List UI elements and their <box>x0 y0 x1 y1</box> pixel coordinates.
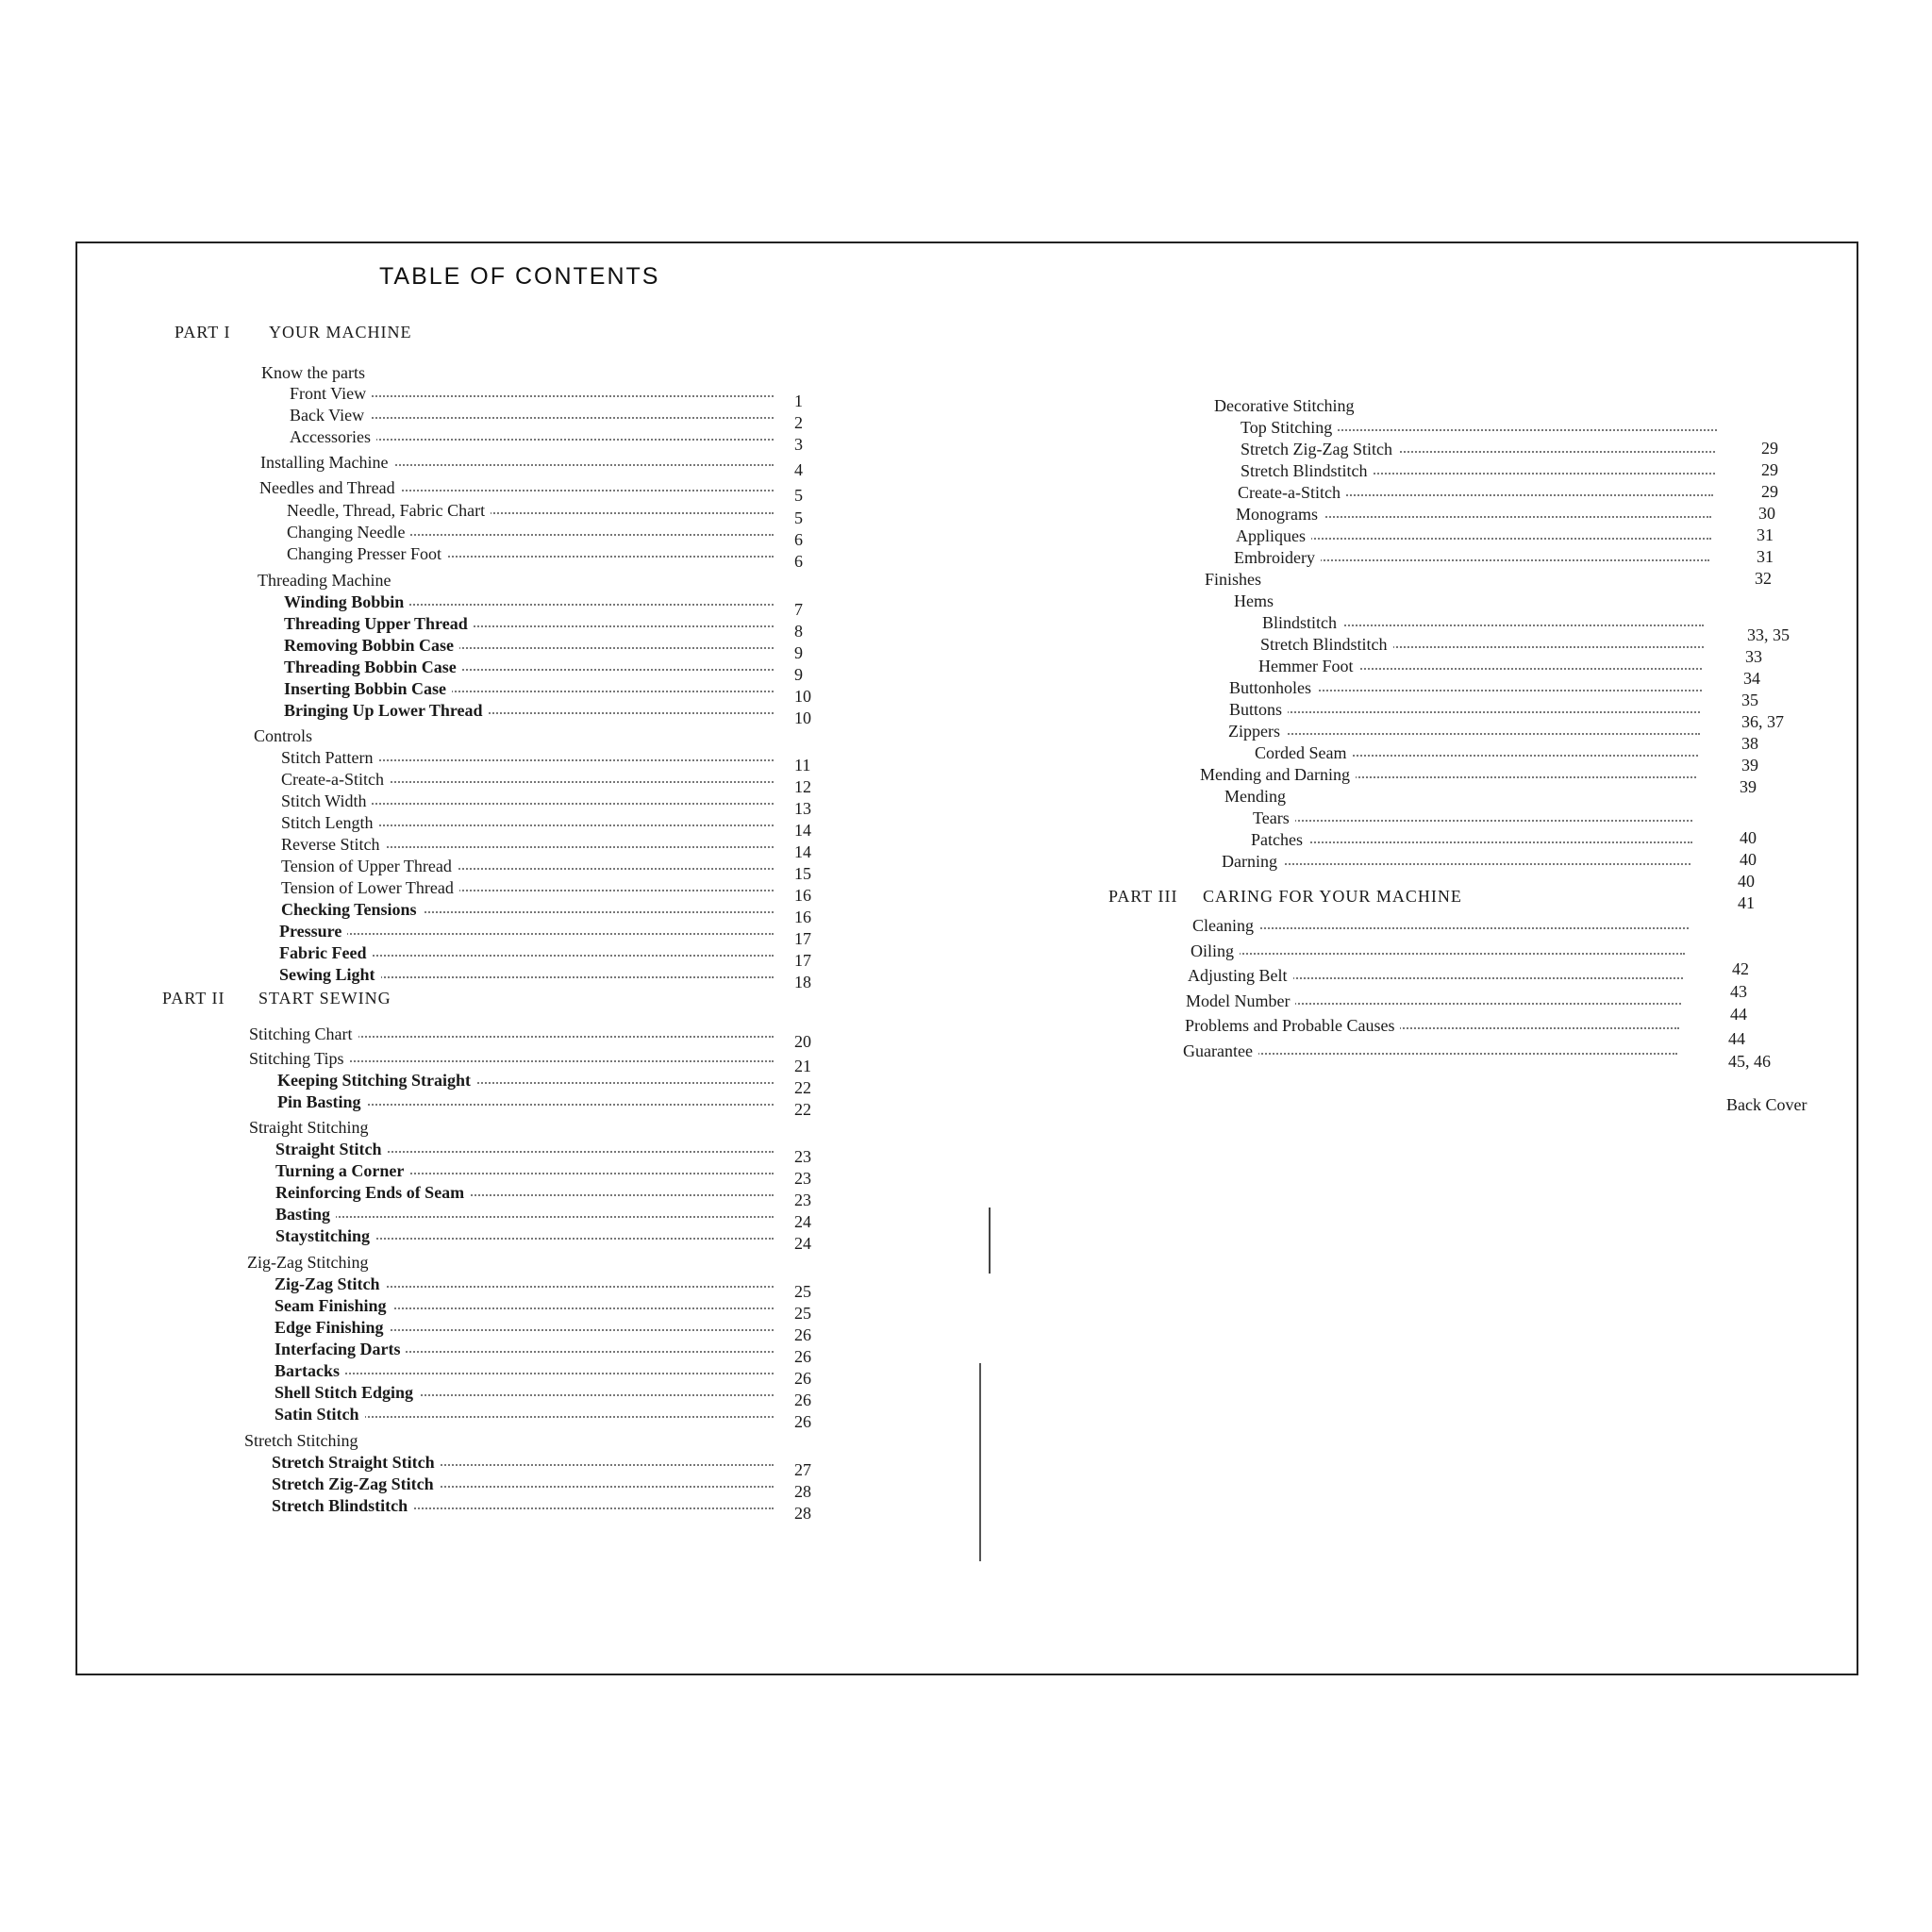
part-name: START SEWING <box>258 989 391 1008</box>
toc-entry-title: Straight Stitch <box>275 1139 388 1159</box>
toc-entry <box>275 1182 870 1209</box>
toc-page-number: 11 <box>794 756 811 774</box>
toc-page-number: 27 <box>794 1460 811 1479</box>
toc-page-number: 31 <box>1757 525 1774 544</box>
toc-entry-title: Stretch Stitching <box>244 1430 364 1451</box>
toc-entry <box>1214 395 1811 416</box>
toc-entry <box>1224 786 1811 807</box>
toc-entry-title: Hems <box>1234 591 1279 611</box>
toc-entry-title: Sewing Light <box>279 964 381 985</box>
toc-entry-title: Changing Needle <box>287 522 410 542</box>
toc-page-number: 39 <box>1740 777 1757 796</box>
toc-page-number: 26 <box>794 1347 811 1366</box>
toc-entry <box>287 500 870 527</box>
toc-entry <box>284 613 870 641</box>
toc-page-number: 1 <box>794 391 803 410</box>
toc-page-number: 43 <box>1730 982 1747 1001</box>
toc-entry <box>1205 569 1811 590</box>
toc-entry-title: Tension of Lower Thread <box>281 877 459 898</box>
toc-entry <box>287 522 870 549</box>
toc-entry-title: Satin Stitch <box>275 1404 365 1424</box>
toc-entry <box>272 1474 870 1501</box>
toc-entry-title: Hemmer Foot <box>1258 656 1359 676</box>
toc-entry <box>249 1048 870 1075</box>
toc-page-number: 26 <box>794 1325 811 1344</box>
toc-entry-title: Stitching Chart <box>249 1024 358 1044</box>
toc-entry <box>279 964 870 991</box>
toc-page-number: 26 <box>794 1412 811 1431</box>
toc-entry <box>1222 851 1813 891</box>
toc-entry <box>272 1452 870 1479</box>
toc-entry <box>279 921 870 948</box>
toc-page-number: 31 <box>1757 547 1774 566</box>
toc-entry <box>284 657 870 684</box>
toc-entry <box>275 1139 870 1166</box>
toc-entry-title: Know the parts <box>261 362 371 383</box>
toc-entry <box>1258 656 1819 688</box>
toc-entry <box>275 1204 870 1231</box>
toc-entry-title: Pressure <box>279 921 347 941</box>
toc-page-number: 14 <box>794 821 811 840</box>
toc-entry-title: Stretch Zig-Zag Stitch <box>272 1474 440 1494</box>
toc-entry <box>290 383 870 410</box>
toc-entry <box>275 1225 870 1253</box>
toc-entry-title: Checking Tensions <box>281 899 423 920</box>
toc-page-number: 7 <box>794 600 803 619</box>
dot-leader <box>1247 733 1700 735</box>
toc-entry-title: Staystitching <box>275 1225 375 1246</box>
toc-page-number: 29 <box>1761 460 1778 479</box>
toc-entry <box>1200 764 1815 796</box>
toc-page-number: 9 <box>794 665 803 684</box>
dot-leader <box>1272 820 1692 822</box>
toc-entry-title: Edge Finishing <box>275 1317 390 1338</box>
part-name: CARING FOR YOUR MACHINE <box>1203 887 1462 906</box>
toc-page-number: 8 <box>794 622 803 641</box>
toc-page-number: 5 <box>794 486 803 505</box>
toc-entry <box>1186 991 1806 1024</box>
toc-entry <box>290 405 870 432</box>
toc-entry <box>247 1252 870 1273</box>
dot-leader <box>308 439 774 441</box>
toc-page-number: 9 <box>794 643 803 662</box>
toc-page-number: 40 <box>1740 828 1757 847</box>
toc-entry <box>1185 1015 1804 1048</box>
toc-entry-title: Tears <box>1253 808 1295 828</box>
toc-entry <box>1255 742 1817 774</box>
toc-entry <box>1234 547 1830 588</box>
part-heading-3 <box>1108 887 1462 907</box>
toc-entry-title: Controls <box>254 725 318 746</box>
toc-page-number: 5 <box>794 508 803 527</box>
dot-leader <box>298 933 774 935</box>
toc-page-number: 10 <box>794 687 811 706</box>
toc-entry <box>261 362 870 383</box>
toc-page-number: 22 <box>794 1078 811 1097</box>
toc-entry <box>275 1339 870 1366</box>
toc-entry-title: Threading Bobbin Case <box>284 657 462 677</box>
toc-entry <box>275 1274 870 1301</box>
toc-page-number: 41 <box>1738 893 1755 912</box>
toc-page-number: 22 <box>794 1100 811 1119</box>
part-name: YOUR MACHINE <box>269 323 412 341</box>
toc-entry <box>1262 612 1823 644</box>
dot-leader <box>1209 953 1685 955</box>
part-heading-2 <box>162 989 391 1008</box>
dot-leader <box>293 1416 774 1418</box>
toc-entry-title: Interfacing Darts <box>275 1339 406 1359</box>
toc-entry-title: Turning a Corner <box>275 1160 409 1181</box>
toc-entry-title: Accessories <box>290 426 376 447</box>
toc-page-number: 44 <box>1730 1005 1747 1024</box>
toc-entry-title: Pin Basting <box>277 1091 367 1112</box>
toc-page-number: 29 <box>1761 482 1778 501</box>
toc-page-number: 25 <box>794 1304 811 1323</box>
toc-entry-title: Adjusting Belt <box>1188 965 1293 986</box>
toc-entry-title: Finishes <box>1205 569 1267 590</box>
dot-leader <box>294 1216 774 1218</box>
toc-page-number: 12 <box>794 777 811 796</box>
dot-leader <box>308 417 774 419</box>
toc-entry <box>249 1024 870 1051</box>
toc-page-number: 28 <box>794 1504 811 1523</box>
toc-entry-title: Zippers <box>1228 721 1286 741</box>
toc-entry-title: Seam Finishing <box>275 1295 392 1316</box>
toc-page-number: 4 <box>794 460 803 479</box>
toc-entry <box>281 769 870 796</box>
toc-entry-title: Bringing Up Lower Thread <box>284 700 489 721</box>
toc-page-number: 26 <box>794 1391 811 1409</box>
toc-entry <box>281 899 870 926</box>
toc-entry-title: Straight Stitching <box>249 1117 375 1138</box>
toc-entry <box>275 1295 870 1323</box>
toc-page-number: 24 <box>794 1234 811 1253</box>
center-fold-line <box>989 1208 991 1274</box>
toc-page-number: 24 <box>794 1212 811 1231</box>
toc-entry-title: Stitch Pattern <box>281 747 379 768</box>
toc-page-number: 2 <box>794 413 803 432</box>
toc-page-number: 36, 37 <box>1741 712 1784 731</box>
dot-leader <box>296 1104 774 1106</box>
toc-entry-title: Cleaning <box>1192 915 1259 936</box>
toc-page-number: 34 <box>1743 669 1760 688</box>
toc-entry <box>244 1430 870 1451</box>
toc-page-number: 35 <box>1741 691 1758 709</box>
toc-entry-title: Stretch Zig-Zag Stitch <box>1241 439 1398 459</box>
toc-page-number: 23 <box>794 1147 811 1166</box>
toc-entry-title: Zig-Zag Stitch <box>275 1274 386 1294</box>
part-heading-1 <box>175 323 412 342</box>
toc-entry-title: Model Number <box>1186 991 1295 1011</box>
toc-entry-title: Removing Bobbin Case <box>284 635 459 656</box>
dot-leader <box>1281 625 1704 626</box>
toc-page-number: 14 <box>794 842 811 861</box>
dot-leader <box>1253 559 1709 561</box>
dot-leader <box>308 395 774 397</box>
toc-entry-title: Oiling <box>1191 941 1240 961</box>
toc-entry-title: Stitching Tips <box>249 1048 350 1069</box>
toc-entry-title: Keeping Stitching Straight <box>277 1070 476 1091</box>
toc-page-number: 17 <box>794 929 811 948</box>
toc-entry <box>275 1317 870 1344</box>
toc-entry <box>281 747 870 774</box>
toc-entry-title: Fabric Feed <box>279 942 372 963</box>
toc-entry-title: Stretch Straight Stitch <box>272 1452 441 1473</box>
toc-page-number: 10 <box>794 708 811 727</box>
dot-leader <box>1241 863 1690 865</box>
toc-entry-title: Mending and Darning <box>1200 764 1356 785</box>
dot-leader <box>293 1373 774 1374</box>
toc-entry <box>284 678 870 706</box>
part-number: PART II <box>162 989 225 1008</box>
toc-entry-title: Monograms <box>1236 504 1324 525</box>
toc-page-number: 6 <box>794 530 803 549</box>
toc-page-number: 28 <box>794 1482 811 1501</box>
toc-page-number: 18 <box>794 973 811 991</box>
toc-page-number: 39 <box>1741 756 1758 774</box>
toc-entry-title: Embroidery <box>1234 547 1321 568</box>
toc-entry <box>1229 677 1817 709</box>
center-fold-line-lower <box>979 1363 981 1561</box>
dot-leader <box>1255 538 1711 540</box>
toc-entry-title: Threading Machine <box>258 570 396 591</box>
toc-page-number: 45, 46 <box>1728 1052 1771 1071</box>
dot-leader <box>1202 1053 1677 1055</box>
toc-entry-title: Blindstitch <box>1262 612 1342 633</box>
toc-entry-title: Tension of Upper Thread <box>281 856 458 876</box>
toc-page-number: 20 <box>794 1032 811 1051</box>
toc-page-number: 33 <box>1745 647 1762 666</box>
toc-page-number: 15 <box>794 864 811 883</box>
toc-entry <box>290 426 870 454</box>
toc-page-number: 17 <box>794 951 811 970</box>
toc-page-number: 29 <box>1761 439 1778 458</box>
toc-entry-title: Changing Presser Foot <box>287 543 447 564</box>
toc-entry <box>259 477 870 505</box>
toc-entry-title: Needle, Thread, Fabric Chart <box>287 500 491 521</box>
part-number: PART III <box>1108 887 1178 906</box>
toc-entry-title: Stretch Blindstitch <box>1241 460 1374 481</box>
toc-entry <box>260 452 870 479</box>
toc-entry-title: Top Stitching <box>1241 417 1338 438</box>
toc-page-number: 42 <box>1732 959 1749 978</box>
toc-page-number: 23 <box>794 1169 811 1188</box>
toc-entry-title: Buttonholes <box>1229 677 1317 698</box>
toc-entry <box>275 1360 870 1388</box>
toc-entry-title: Reinforcing Ends of Seam <box>275 1182 470 1203</box>
toc-entry-title: Buttons <box>1229 699 1288 720</box>
toc-page-number: 23 <box>794 1191 811 1209</box>
toc-page-number: 25 <box>794 1282 811 1301</box>
toc-entry-title: Needles and Thread <box>259 477 401 498</box>
toc-entry <box>277 1091 870 1119</box>
page-title: TABLE OF CONTENTS <box>379 263 660 290</box>
toc-entry <box>284 700 870 727</box>
toc-entry-title: Bartacks <box>275 1360 345 1381</box>
toc-entry-title: Stretch Blindstitch <box>1260 634 1393 655</box>
toc-entry <box>281 834 870 861</box>
toc-entry-title: Inserting Bobbin Case <box>284 678 452 699</box>
toc-entry-title: Stitch Width <box>281 791 372 811</box>
toc-entry-title: Decorative Stitching <box>1214 395 1359 416</box>
toc-entry <box>281 877 870 905</box>
toc-page-number: 32 <box>1755 569 1772 588</box>
toc-entry-title: Back View <box>290 405 370 425</box>
toc-entry <box>275 1382 870 1409</box>
toc-entry-title: Winding Bobbin <box>284 591 409 612</box>
toc-page-number: Back Cover <box>1726 1095 1807 1114</box>
toc-entry <box>284 591 870 619</box>
dot-leader <box>1270 841 1692 843</box>
toc-entry-title: Appliques <box>1236 525 1311 546</box>
toc-entry-title: Installing Machine <box>260 452 393 473</box>
toc-entry <box>272 1495 870 1523</box>
toc-entry-title: Corded Seam <box>1255 742 1352 763</box>
toc-page-number: 16 <box>794 886 811 905</box>
toc-entry <box>275 1160 870 1188</box>
toc-entry-title: Reverse Stitch <box>281 834 385 855</box>
toc-page-number: 40 <box>1740 850 1757 869</box>
toc-entry <box>1183 1066 1807 1114</box>
toc-entry-title: Stitch Length <box>281 812 379 833</box>
toc-page-number: 16 <box>794 908 811 926</box>
toc-page-number: 40 <box>1738 872 1755 891</box>
toc-entry-title: Threading Upper Thread <box>284 613 474 634</box>
toc-entry <box>281 812 870 840</box>
toc-entry-title: Mending <box>1224 786 1291 807</box>
toc-entry-title: Patches <box>1251 829 1308 850</box>
toc-entry-title: Basting <box>275 1204 336 1224</box>
toc-entry <box>1229 699 1817 731</box>
toc-entry <box>287 543 870 571</box>
toc-entry-title: Zig-Zag Stitching <box>247 1252 374 1273</box>
toc-page-number: 38 <box>1741 734 1758 753</box>
toc-entry-title: Shell Stitch Edging <box>275 1382 419 1403</box>
toc-entry <box>258 570 870 591</box>
dot-leader <box>1248 711 1700 713</box>
toc-entry <box>284 635 870 662</box>
toc-entry-title: Create-a-Stitch <box>1238 482 1346 503</box>
toc-entry-title: Stretch Blindstitch <box>272 1495 413 1516</box>
toc-entry <box>279 942 870 970</box>
toc-entry-title: Darning <box>1222 851 1283 872</box>
toc-page-number: 6 <box>794 552 803 571</box>
toc-page-number: 21 <box>794 1057 811 1075</box>
toc-entry <box>1234 591 1811 611</box>
toc-entry-title: Create-a-Stitch <box>281 769 390 790</box>
toc-entry <box>281 791 870 818</box>
toc-page-number: 26 <box>794 1369 811 1388</box>
toc-entry <box>1183 1041 1804 1071</box>
toc-page-number: 33, 35 <box>1747 625 1790 644</box>
toc-entry-title: Guarantee <box>1183 1041 1258 1061</box>
dot-leader <box>1211 927 1689 929</box>
toc-entry <box>281 856 870 883</box>
toc-entry <box>277 1070 870 1097</box>
toc-entry <box>1251 829 1815 869</box>
toc-page-number: 3 <box>794 435 803 454</box>
toc-entry <box>254 725 870 746</box>
toc-entry-title: Front View <box>290 383 372 404</box>
toc-entry <box>1260 634 1821 666</box>
toc-page-number: 44 <box>1728 1029 1745 1048</box>
toc-entry <box>249 1117 870 1138</box>
toc-entry-title: Problems and Probable Causes <box>1185 1015 1400 1036</box>
part-number: PART I <box>175 323 231 341</box>
toc-page-number: 30 <box>1758 504 1775 523</box>
toc-page-number: 13 <box>794 799 811 818</box>
toc-entry <box>275 1404 870 1431</box>
